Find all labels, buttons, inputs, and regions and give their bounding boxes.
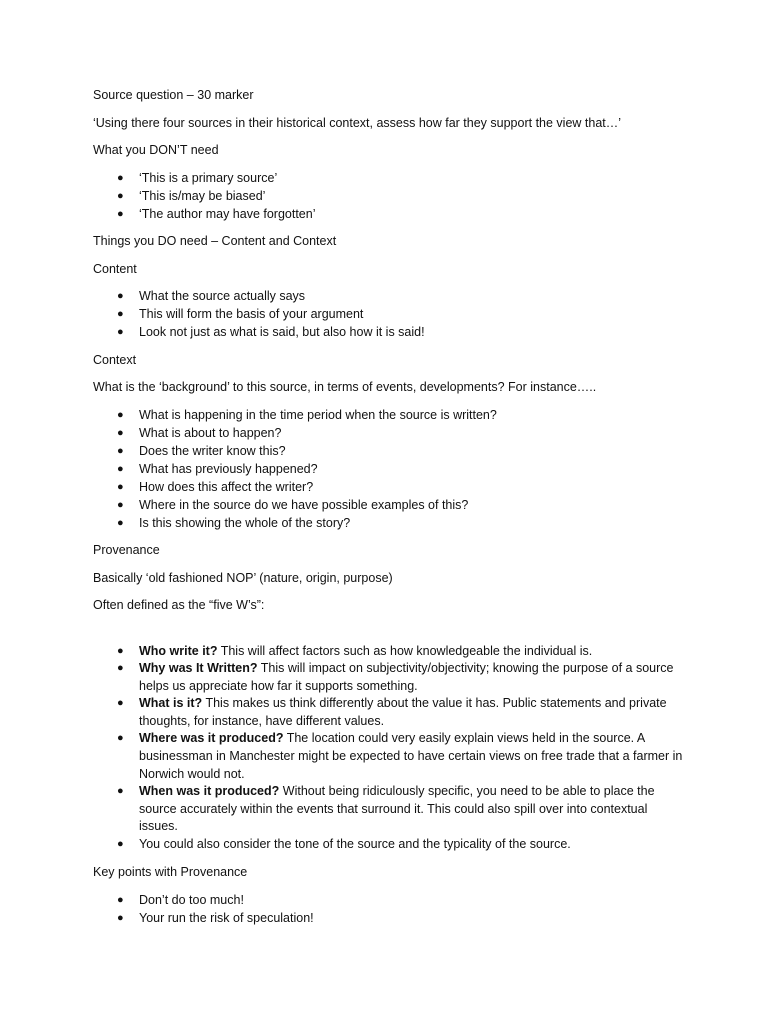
bullet-icon: ● [117, 498, 124, 511]
bullet-icon: ● [117, 644, 124, 657]
provenance-title: Provenance [93, 543, 160, 557]
provenance-basically: Basically ‘old fashioned NOP’ (nature, origin, purpose) [93, 570, 393, 585]
list-item: ● ‘This is a primary source’ [117, 170, 278, 185]
list-item: ● What is about to happen? [117, 425, 282, 440]
list-item: ● What has previously happened? [117, 461, 318, 476]
question-quote: ‘Using there four sources in their historical context, assess how far they support the view that…’ [93, 115, 622, 130]
list-item: ● Who write it? This will affect factors such as how knowledgeable the individual is. [93, 643, 683, 661]
key-points-list [93, 891, 683, 927]
list-item: ● Don’t do too much! [117, 892, 244, 907]
bullet-icon: ● [117, 189, 124, 202]
list-item: ● Does the writer know this? [117, 443, 286, 458]
bullet-icon: ● [117, 516, 124, 529]
content-title: Content [93, 261, 137, 276]
dont-need-title: What you DON’T need [93, 143, 219, 157]
list-item: ● ‘The author may have forgotten’ [117, 206, 316, 221]
bullet-icon: ● [117, 732, 124, 745]
list-item: ● This will form the basis of your argument [117, 307, 364, 321]
context-list [93, 406, 683, 532]
list-item: ● Why was It Written? This will impact on subjectivity/objectivity; knowing the purpose of a source helps us appreciate how far it supports something. [117, 661, 674, 693]
list-item: ● How does this affect the writer? [117, 479, 314, 494]
list-item: ● What is it? This makes us think differently about the value it has. Public statements and private thoughts, for instance, have different values. [117, 696, 667, 728]
content-list [93, 287, 683, 341]
bullet-icon: ● [117, 408, 124, 421]
bullet-icon: ● [117, 426, 124, 439]
list-item: ● Your run the risk of speculation! [117, 910, 314, 925]
five-ws-list [93, 643, 683, 854]
dont-need-list [93, 169, 683, 223]
bullet-icon: ● [117, 207, 124, 220]
list-item: ● Where was it produced? The location could very easily explain views held in the source. A businessman in Manchester might be expected to have certain views on free trade that a farmer in Norwich would not. [117, 731, 683, 781]
bullet-icon: ● [117, 480, 124, 493]
document-page [93, 86, 683, 927]
list-item: ● Look not just as what is said, but also how it is said! [117, 325, 425, 339]
context-title: Context [93, 352, 137, 367]
bullet-icon: ● [117, 308, 124, 320]
bullet-icon: ● [117, 911, 124, 924]
bullet-icon: ● [117, 462, 124, 475]
provenance-often: Often defined as the “five W’s”: [93, 598, 265, 612]
document-heading: Source question – 30 marker [93, 88, 254, 102]
bullet-icon: ● [117, 893, 124, 906]
bullet-icon: ● [117, 662, 124, 675]
bullet-icon: ● [117, 785, 124, 798]
bullet-icon: ● [117, 838, 124, 851]
list-item: ● Where in the source do we have possible examples of this? [117, 497, 469, 512]
list-item: ● You could also consider the tone of the source and the typicality of the source. [93, 836, 683, 854]
key-points-title: Key points with Provenance [93, 865, 248, 880]
list-item: ● ‘This is/may be biased’ [117, 188, 266, 203]
bullet-icon: ● [117, 697, 124, 710]
bullet-icon: ● [117, 444, 124, 457]
list-item: ● Is this showing the whole of the story? [117, 515, 351, 530]
list-item: ● What the source actually says [117, 289, 306, 303]
context-intro: What is the ‘background’ to this source, in terms of events, developments? For instance….. [93, 380, 597, 394]
bullet-icon: ● [117, 290, 124, 302]
do-need-title: Things you DO need – Content and Context [93, 234, 337, 248]
list-item: ● What is happening in the time period when the source is written? [117, 407, 497, 422]
list-item: ● When was it produced? Without being ridiculously specific, you need to be able to place the source accurately within the events that surround it. This could also spill over into contextual issues. [117, 784, 655, 834]
bullet-icon: ● [117, 326, 124, 338]
bullet-icon: ● [117, 171, 124, 184]
